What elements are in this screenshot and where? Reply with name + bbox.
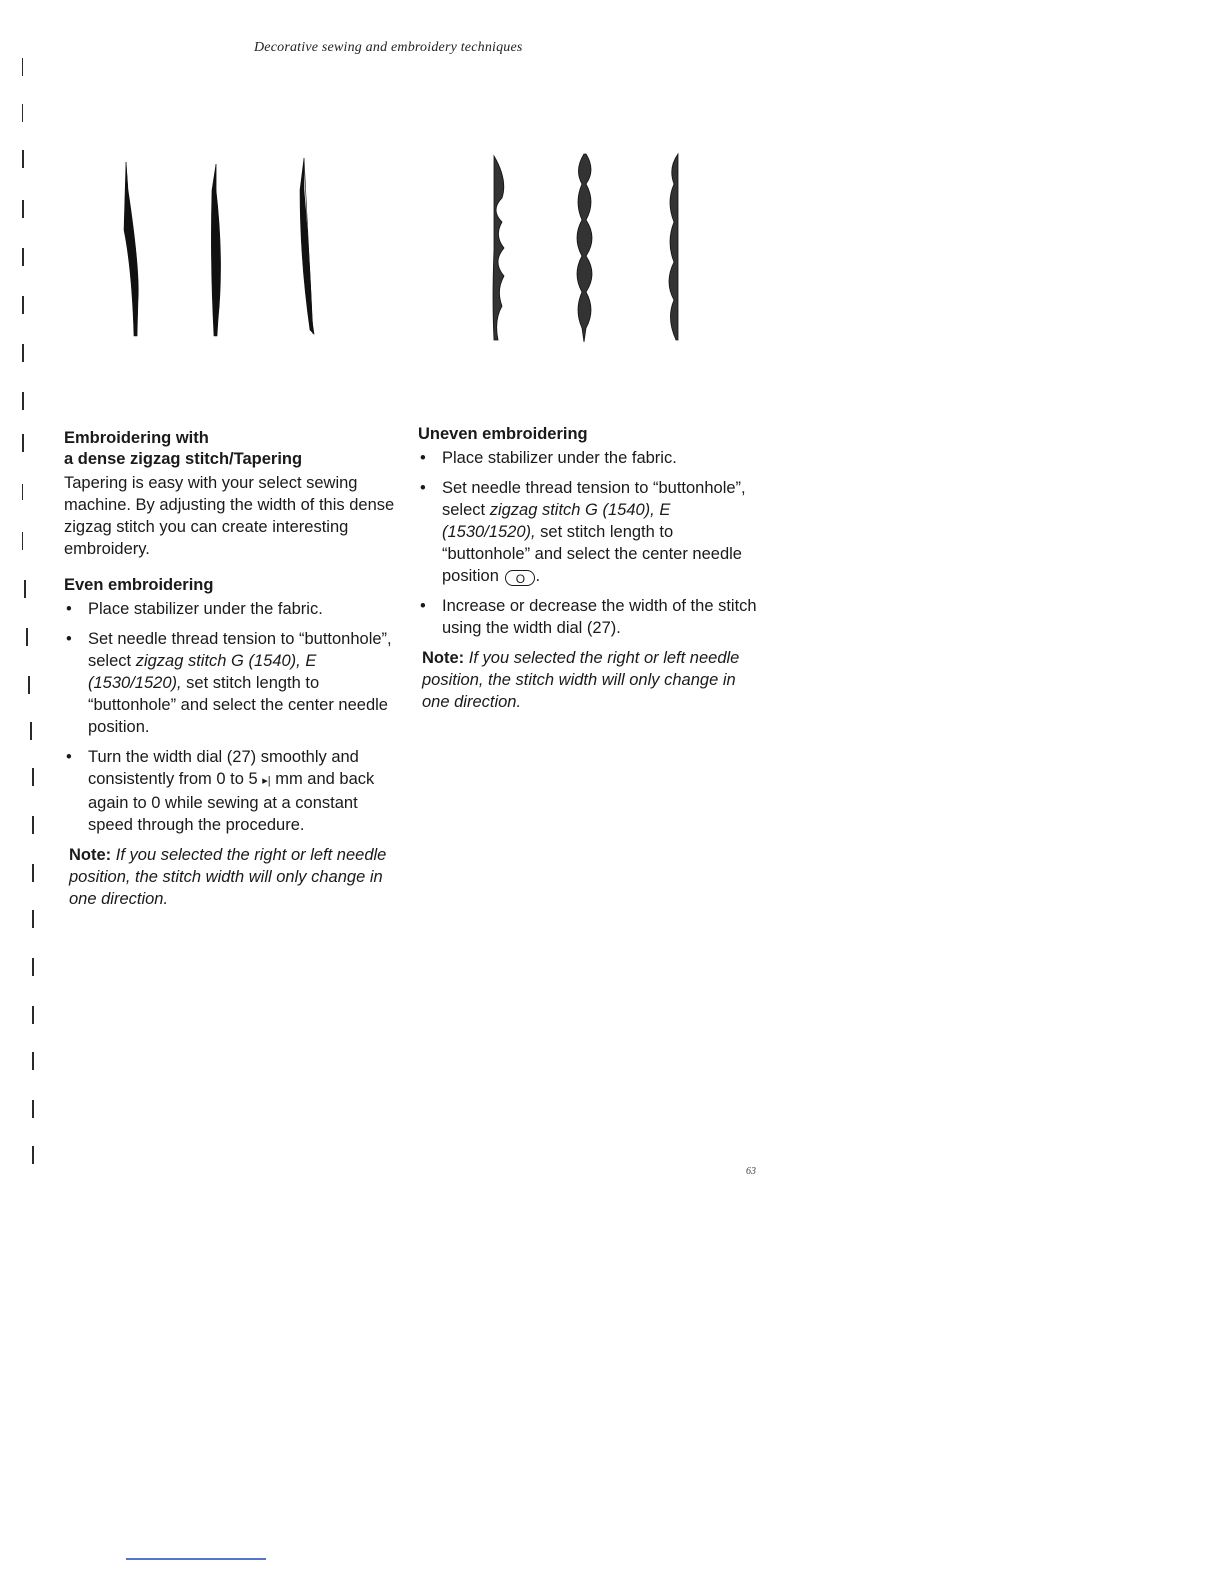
bottom-rule xyxy=(126,1558,266,1560)
list-item: • Increase or decrease the width of the stitch using the width dial (27). xyxy=(418,595,758,639)
even-embroidering-steps xyxy=(64,598,404,836)
section-heading-uneven-embroidering: Uneven embroidering xyxy=(418,425,588,443)
running-header: Decorative sewing and embroidery techniques xyxy=(254,40,523,55)
intro-paragraph: Tapering is easy with your select sewing machine. By adjusting the width of this dense zigzag stitch you can create interesting embroidery. xyxy=(64,474,395,558)
width-end-symbol: ▸| xyxy=(262,775,271,787)
subheading-even-embroidering: Even embroidering xyxy=(64,576,214,594)
list-item: • Set needle thread tension to “buttonhole”, select zigzag stitch G (1540), E (1530/1520), set stitch length to “buttonhole” and select the center needle position. xyxy=(64,628,404,738)
center-needle-position-icon: O xyxy=(505,570,535,586)
list-item: • Place stabilizer under the fabric. xyxy=(64,598,404,620)
left-column xyxy=(64,428,404,910)
right-column xyxy=(418,423,758,713)
note: Note: If you selected the right or left needle position, the stitch width will only change in one direction. xyxy=(422,649,740,711)
page-number: 63 xyxy=(746,1166,756,1177)
list-item: • Set needle thread tension to “buttonhole”, select zigzag stitch G (1540), E (1530/1520), set stitch length to “buttonhole” and select the center needle position O . xyxy=(418,477,758,587)
uneven-embroidering-steps xyxy=(418,447,758,639)
list-item: • Turn the width dial (27) smoothly and consistently from 0 to 5 ▸| mm and back again to 0 while sewing at a constant speed through the procedure. xyxy=(64,746,404,836)
tapering-stitch-samples xyxy=(110,150,330,346)
list-item: • Place stabilizer under the fabric. xyxy=(418,447,758,469)
uneven-embroidery-samples xyxy=(480,150,700,346)
note: Note: If you selected the right or left needle position, the stitch width will only change in one direction. xyxy=(69,846,387,908)
section-heading-line2: a dense zigzag stitch/Tapering xyxy=(64,450,303,468)
section-heading-line1: Embroidering with xyxy=(64,429,209,447)
